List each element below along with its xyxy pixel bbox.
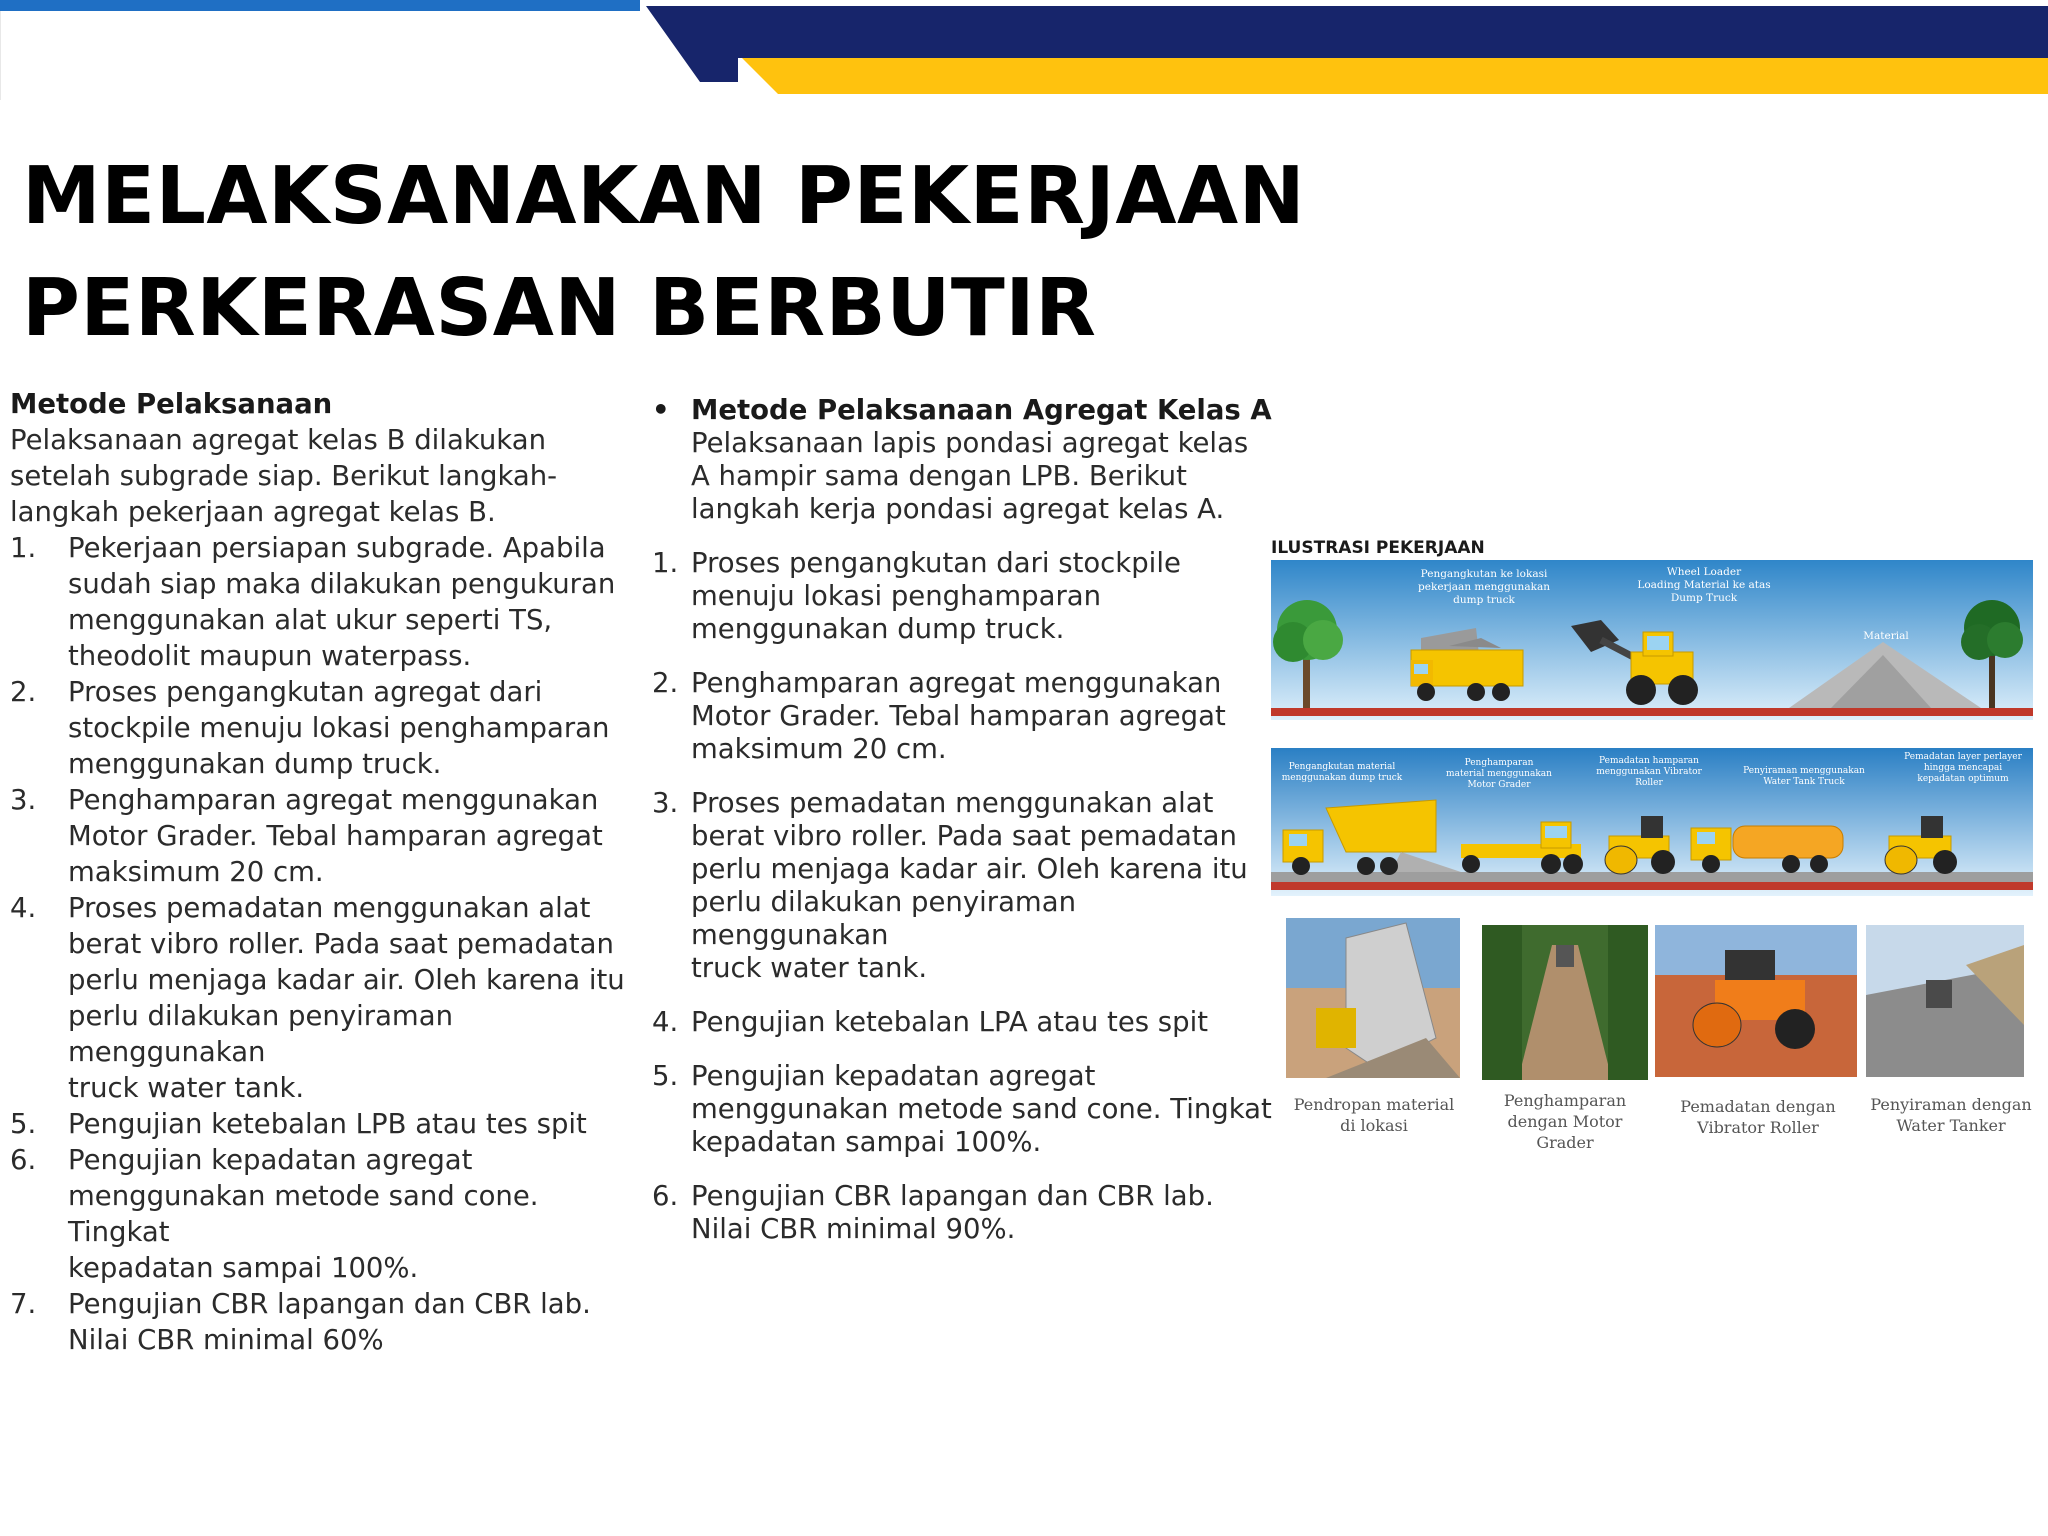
caption-line: kepadatan optimum bbox=[1917, 774, 2009, 784]
step-number: 5. bbox=[652, 1060, 679, 1092]
left-intro bbox=[10, 422, 640, 530]
step-line: Pengujian CBR lapangan dan CBR lab. bbox=[68, 1288, 591, 1320]
left-step bbox=[10, 890, 640, 1106]
caption-line: menggunakan Vibrator bbox=[1596, 767, 1702, 777]
step-line: maksimum 20 cm. bbox=[68, 856, 324, 888]
header-yellow-band bbox=[742, 58, 2048, 94]
photo-caption bbox=[1286, 1094, 1462, 1136]
title-line-2: PERKERASAN BERBUTIR bbox=[22, 262, 1097, 354]
panel2-caption bbox=[1439, 758, 1559, 791]
photo-caption bbox=[1866, 1094, 2036, 1136]
step-line: Motor Grader. Tebal hamparan agregat bbox=[691, 700, 1226, 732]
caption-line: Water Tanker bbox=[1896, 1116, 2006, 1135]
header-blue-strip bbox=[0, 0, 640, 11]
photo-vibrator-roller bbox=[1655, 925, 1857, 1077]
photo-motor-grader bbox=[1482, 925, 1648, 1080]
caption-line: material menggunakan bbox=[1446, 769, 1552, 779]
step-line: theodolit maupun waterpass. bbox=[68, 640, 472, 672]
step-line: Pengujian ketebalan LPB atau tes spit bbox=[68, 1108, 587, 1140]
illustration-label: ILUSTRASI PEKERJAAN bbox=[1271, 538, 1485, 558]
step-number: 1. bbox=[652, 547, 679, 579]
caption-line: Pemadatan layer perlayer bbox=[1904, 752, 2022, 762]
caption-line: Penyiraman dengan bbox=[1870, 1095, 2032, 1114]
step-number: 5. bbox=[10, 1108, 37, 1140]
illustration-panel-loading bbox=[1271, 560, 2033, 720]
ground-line bbox=[1271, 882, 2033, 890]
step-line: Pekerjaan persiapan subgrade. Apabila bbox=[68, 532, 606, 564]
step-line: maksimum 20 cm. bbox=[691, 733, 947, 765]
header-band bbox=[0, 0, 2048, 100]
step-line: menggunakan dump truck. bbox=[68, 748, 442, 780]
step-line: Pengujian CBR lapangan dan CBR lab. bbox=[691, 1180, 1214, 1212]
caption-line: hingga mencapai bbox=[1923, 763, 2003, 773]
step-line: kepadatan sampai 100%. bbox=[68, 1252, 419, 1284]
step-line: menggunakan metode sand cone. Tingkat bbox=[691, 1093, 1272, 1125]
caption-line: dump truck bbox=[1453, 594, 1515, 606]
step-line: Nilai CBR minimal 60% bbox=[68, 1324, 384, 1356]
step-number: 7. bbox=[10, 1288, 37, 1320]
right-column bbox=[652, 394, 1272, 1246]
left-step bbox=[10, 530, 640, 674]
right-heading-text: Metode Pelaksanaan Agregat Kelas A bbox=[691, 394, 1272, 426]
caption-line: Pendropan material bbox=[1293, 1095, 1455, 1114]
step-line: Penghamparan agregat menggunakan bbox=[691, 667, 1222, 699]
caption-line: pekerjaan menggunakan bbox=[1418, 581, 1550, 593]
photo-dump-truck bbox=[1286, 918, 1460, 1078]
step-line: Nilai CBR minimal 90%. bbox=[691, 1213, 1016, 1245]
step-line: Proses pemadatan menggunakan alat bbox=[68, 892, 591, 924]
panel2-caption bbox=[1893, 752, 2033, 785]
caption-line: Penghamparan bbox=[1503, 1091, 1627, 1110]
step-line: sudah siap maka dilakukan pengukuran bbox=[68, 568, 616, 600]
photo-water-tanker bbox=[1866, 925, 2024, 1077]
left-step bbox=[10, 1286, 640, 1358]
right-intro-line: Pelaksanaan lapis pondasi agregat kelas bbox=[691, 427, 1249, 459]
right-step bbox=[652, 1180, 1272, 1246]
left-step bbox=[10, 674, 640, 782]
caption-line: Penyiraman menggunakan bbox=[1743, 766, 1865, 776]
caption-line: Penghamparan bbox=[1464, 758, 1534, 768]
right-heading bbox=[652, 394, 1272, 427]
step-line: Penghamparan agregat menggunakan bbox=[68, 784, 599, 816]
bullet-icon: • bbox=[652, 394, 670, 426]
left-column bbox=[10, 386, 640, 1358]
step-line: perlu menjaga kadar air. Oleh karena itu bbox=[691, 853, 1248, 885]
left-intro-line: setelah subgrade siap. Berikut langkah- bbox=[10, 460, 558, 492]
step-number: 6. bbox=[652, 1180, 679, 1212]
illustration-panel-sequence bbox=[1271, 748, 2033, 896]
caption-line: Wheel Loader bbox=[1666, 566, 1742, 578]
page-title bbox=[22, 140, 1322, 364]
step-line: berat vibro roller. Pada saat pemadatan bbox=[691, 820, 1237, 852]
step-line: Pengujian kepadatan agregat bbox=[691, 1060, 1096, 1092]
panel2-caption bbox=[1739, 766, 1869, 788]
left-step bbox=[10, 1142, 640, 1286]
left-intro-line: langkah pekerjaan agregat kelas B. bbox=[10, 496, 496, 528]
step-number: 3. bbox=[652, 787, 679, 819]
step-number: 3. bbox=[10, 784, 37, 816]
step-line: Motor Grader. Tebal hamparan agregat bbox=[68, 820, 603, 852]
caption-line: Dump Truck bbox=[1670, 592, 1738, 604]
right-step bbox=[652, 1006, 1272, 1039]
right-step bbox=[652, 1060, 1272, 1159]
step-line: menggunakan dump truck. bbox=[691, 613, 1065, 645]
step-line: truck water tank. bbox=[691, 952, 928, 984]
step-line: perlu dilakukan penyiraman menggunakan bbox=[691, 886, 1076, 951]
caption-line: Pemadatan dengan bbox=[1680, 1097, 1836, 1116]
left-step bbox=[10, 782, 640, 890]
caption-line: Loading Material ke atas bbox=[1637, 579, 1771, 591]
caption-line: Roller bbox=[1635, 778, 1663, 788]
panel1-caption-material: Material bbox=[1863, 630, 1909, 642]
right-step bbox=[652, 787, 1272, 985]
step-number: 6. bbox=[10, 1144, 37, 1176]
step-line: Pengujian kepadatan agregat bbox=[68, 1144, 473, 1176]
photo-caption bbox=[1480, 1090, 1650, 1153]
caption-line: Vibrator Roller bbox=[1697, 1118, 1819, 1137]
panel2-caption bbox=[1277, 762, 1407, 784]
right-step bbox=[652, 547, 1272, 646]
ground-line bbox=[1271, 708, 2033, 716]
step-number: 2. bbox=[652, 667, 679, 699]
left-intro-line: Pelaksanaan agregat kelas B dilakukan bbox=[10, 424, 547, 456]
right-step bbox=[652, 667, 1272, 766]
caption-line: di lokasi bbox=[1340, 1116, 1408, 1135]
photo-caption bbox=[1658, 1096, 1858, 1138]
step-line: menuju lokasi penghamparan bbox=[691, 580, 1102, 612]
step-line: Pengujian ketebalan LPA atau tes spit bbox=[691, 1006, 1209, 1038]
caption-line: Pengangkutan ke lokasi bbox=[1420, 568, 1548, 580]
step-number: 4. bbox=[10, 892, 37, 924]
right-intro bbox=[652, 427, 1272, 526]
step-number: 1. bbox=[10, 532, 37, 564]
step-line: menggunakan metode sand cone. Tingkat bbox=[68, 1180, 539, 1248]
caption-line: Pemadatan hamparan bbox=[1599, 756, 1699, 766]
right-intro-line: langkah kerja pondasi agregat kelas A. bbox=[691, 493, 1225, 525]
step-line: perlu dilakukan penyiraman menggunakan bbox=[68, 1000, 453, 1068]
step-line: kepadatan sampai 100%. bbox=[691, 1126, 1042, 1158]
step-line: Proses pemadatan menggunakan alat bbox=[691, 787, 1214, 819]
caption-line: dengan Motor bbox=[1507, 1112, 1623, 1131]
step-line: berat vibro roller. Pada saat pemadatan bbox=[68, 928, 614, 960]
step-line: perlu menjaga kadar air. Oleh karena itu bbox=[68, 964, 625, 996]
caption-line: Water Tank Truck bbox=[1763, 777, 1845, 787]
step-line: stockpile menuju lokasi penghamparan bbox=[68, 712, 610, 744]
panel2-caption bbox=[1589, 756, 1709, 789]
caption-line: Grader bbox=[1536, 1133, 1594, 1152]
step-number: 2. bbox=[10, 676, 37, 708]
step-line: Proses pengangkutan agregat dari bbox=[68, 676, 543, 708]
step-line: truck water tank. bbox=[68, 1072, 305, 1104]
left-heading: Metode Pelaksanaan bbox=[10, 388, 333, 420]
caption-line: Pengangkutan material bbox=[1288, 762, 1396, 772]
caption-line: menggunakan dump truck bbox=[1281, 773, 1403, 783]
step-line: Proses pengangkutan dari stockpile bbox=[691, 547, 1181, 579]
title-line-1: MELAKSANAKAN PEKERJAAN bbox=[22, 150, 1306, 242]
left-step bbox=[10, 1106, 640, 1142]
step-line: menggunakan alat ukur seperti TS, bbox=[68, 604, 553, 636]
panel1-caption-truck bbox=[1399, 568, 1569, 607]
step-number: 4. bbox=[652, 1006, 679, 1038]
caption-line: Motor Grader bbox=[1467, 780, 1531, 790]
panel1-caption-loader bbox=[1619, 566, 1789, 605]
right-intro-line: A hampir sama dengan LPB. Berikut bbox=[691, 460, 1187, 492]
